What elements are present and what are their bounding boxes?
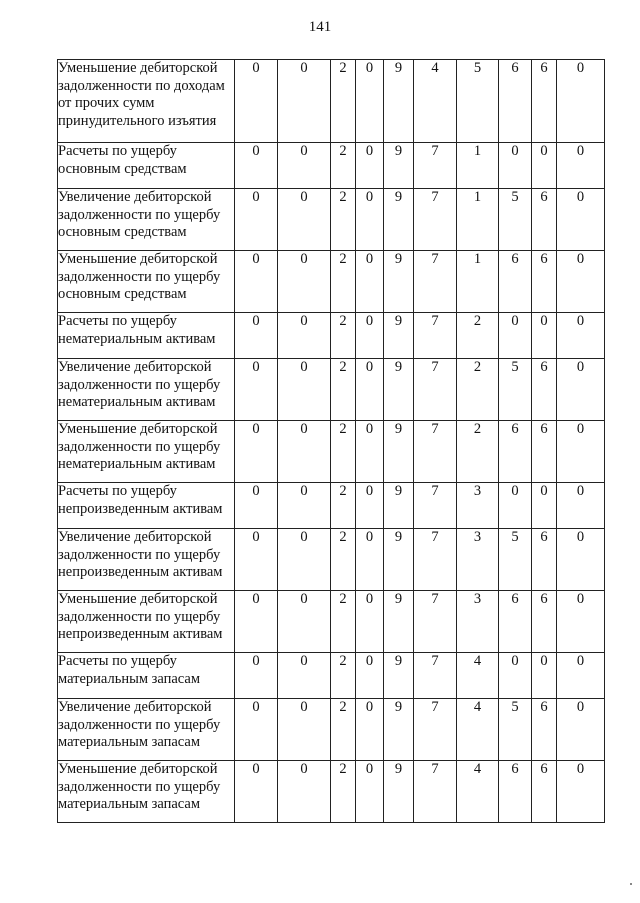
code-digit: 6 bbox=[532, 60, 557, 143]
table-row bbox=[58, 591, 605, 653]
code-digit: 0 bbox=[557, 653, 605, 699]
code-digit: 6 bbox=[532, 699, 557, 761]
code-digit: 0 bbox=[532, 653, 557, 699]
row-label: Уменьшение дебиторской задолженности по ущербу основным средствам bbox=[58, 251, 235, 313]
code-digit: 0 bbox=[235, 359, 278, 421]
row-label: Увеличение дебиторской задолженности по ущербу непроизведенным активам bbox=[58, 529, 235, 591]
code-digit: 0 bbox=[356, 313, 384, 359]
code-digit: 1 bbox=[457, 189, 499, 251]
code-digit: 0 bbox=[356, 591, 384, 653]
code-digit: 0 bbox=[278, 189, 331, 251]
code-digit: 2 bbox=[457, 421, 499, 483]
table-row bbox=[58, 251, 605, 313]
code-digit: 0 bbox=[356, 483, 384, 529]
code-digit: 9 bbox=[384, 483, 414, 529]
code-digit: 0 bbox=[557, 189, 605, 251]
table-body bbox=[58, 60, 605, 823]
code-digit: 9 bbox=[384, 699, 414, 761]
code-digit: 0 bbox=[278, 529, 331, 591]
code-digit: 0 bbox=[499, 653, 532, 699]
code-digit: 6 bbox=[532, 761, 557, 823]
code-digit: 0 bbox=[278, 313, 331, 359]
code-digit: 0 bbox=[356, 699, 384, 761]
code-digit: 3 bbox=[457, 483, 499, 529]
code-digit: 0 bbox=[532, 313, 557, 359]
row-label: Расчеты по ущербу основным средствам bbox=[58, 143, 235, 189]
code-digit: 0 bbox=[557, 143, 605, 189]
code-digit: 0 bbox=[557, 483, 605, 529]
code-digit: 0 bbox=[235, 761, 278, 823]
code-digit: 4 bbox=[457, 699, 499, 761]
code-digit: 0 bbox=[235, 699, 278, 761]
code-digit: 9 bbox=[384, 653, 414, 699]
code-digit: 4 bbox=[414, 60, 457, 143]
code-digit: 0 bbox=[278, 421, 331, 483]
code-digit: 0 bbox=[278, 699, 331, 761]
table-row bbox=[58, 421, 605, 483]
table-row bbox=[58, 313, 605, 359]
code-digit: 7 bbox=[414, 143, 457, 189]
table-row bbox=[58, 483, 605, 529]
code-digit: 9 bbox=[384, 421, 414, 483]
code-digit: 6 bbox=[532, 359, 557, 421]
code-digit: 0 bbox=[278, 653, 331, 699]
code-digit: 7 bbox=[414, 421, 457, 483]
code-digit: 6 bbox=[532, 591, 557, 653]
code-digit: 6 bbox=[499, 421, 532, 483]
code-digit: 0 bbox=[235, 189, 278, 251]
code-digit: 3 bbox=[457, 591, 499, 653]
row-label: Расчеты по ущербу нематериальным активам bbox=[58, 313, 235, 359]
row-label: Увеличение дебиторской задолженности по ущербу основным средствам bbox=[58, 189, 235, 251]
code-digit: 0 bbox=[532, 483, 557, 529]
table-row bbox=[58, 359, 605, 421]
row-label: Уменьшение дебиторской задолженности по доходам от прочих сумм принудительного изъятия bbox=[58, 60, 235, 143]
code-digit: 2 bbox=[331, 699, 356, 761]
code-digit: 7 bbox=[414, 359, 457, 421]
code-digit: 0 bbox=[235, 251, 278, 313]
code-digit: 2 bbox=[331, 60, 356, 143]
code-digit: 7 bbox=[414, 761, 457, 823]
code-digit: 7 bbox=[414, 189, 457, 251]
code-digit: 0 bbox=[356, 529, 384, 591]
code-digit: 0 bbox=[235, 421, 278, 483]
code-digit: 3 bbox=[457, 529, 499, 591]
row-label: Увеличение дебиторской задолженности по ущербу нематериальным активам bbox=[58, 359, 235, 421]
row-label: Уменьшение дебиторской задолженности по ущербу непроизведенным активам bbox=[58, 591, 235, 653]
code-digit: 9 bbox=[384, 60, 414, 143]
code-digit: 2 bbox=[331, 591, 356, 653]
code-digit: 0 bbox=[557, 529, 605, 591]
code-digit: 0 bbox=[557, 699, 605, 761]
code-digit: 9 bbox=[384, 189, 414, 251]
code-digit: 9 bbox=[384, 529, 414, 591]
code-digit: 0 bbox=[235, 313, 278, 359]
code-digit: 0 bbox=[278, 143, 331, 189]
code-digit: 1 bbox=[457, 143, 499, 189]
code-digit: 7 bbox=[414, 529, 457, 591]
code-digit: 0 bbox=[278, 60, 331, 143]
code-digit: 6 bbox=[532, 251, 557, 313]
code-digit: 2 bbox=[331, 483, 356, 529]
table-row bbox=[58, 189, 605, 251]
code-digit: 5 bbox=[499, 699, 532, 761]
page-number: 141 bbox=[308, 19, 332, 35]
code-digit: 6 bbox=[499, 761, 532, 823]
code-digit: 0 bbox=[278, 251, 331, 313]
code-digit: 9 bbox=[384, 761, 414, 823]
code-digit: 0 bbox=[356, 251, 384, 313]
code-digit: 0 bbox=[278, 359, 331, 421]
code-digit: 0 bbox=[356, 359, 384, 421]
row-label: Уменьшение дебиторской задолженности по ущербу нематериальным активам bbox=[58, 421, 235, 483]
code-digit: 6 bbox=[532, 529, 557, 591]
code-digit: 0 bbox=[356, 189, 384, 251]
code-digit: 0 bbox=[356, 653, 384, 699]
code-digit: 5 bbox=[499, 189, 532, 251]
table-row bbox=[58, 143, 605, 189]
code-digit: 9 bbox=[384, 359, 414, 421]
code-digit: 0 bbox=[499, 483, 532, 529]
code-digit: 2 bbox=[331, 251, 356, 313]
code-digit: 7 bbox=[414, 653, 457, 699]
code-digit: 5 bbox=[457, 60, 499, 143]
code-digit: 0 bbox=[235, 483, 278, 529]
table-row bbox=[58, 699, 605, 761]
code-digit: 7 bbox=[414, 591, 457, 653]
code-digit: 0 bbox=[356, 60, 384, 143]
code-digit: 2 bbox=[331, 143, 356, 189]
code-digit: 6 bbox=[499, 60, 532, 143]
code-digit: 0 bbox=[557, 251, 605, 313]
code-digit: 0 bbox=[235, 60, 278, 143]
code-digit: 6 bbox=[499, 251, 532, 313]
code-digit: 2 bbox=[331, 529, 356, 591]
row-label: Увеличение дебиторской задолженности по ущербу материальным запасам bbox=[58, 699, 235, 761]
code-digit: 0 bbox=[235, 529, 278, 591]
code-digit: 0 bbox=[278, 483, 331, 529]
code-digit: 0 bbox=[235, 143, 278, 189]
code-digit: 7 bbox=[414, 699, 457, 761]
code-digit: 2 bbox=[457, 359, 499, 421]
code-digit: 9 bbox=[384, 251, 414, 313]
code-digit: 6 bbox=[499, 591, 532, 653]
code-digit: 0 bbox=[278, 591, 331, 653]
code-digit: 0 bbox=[356, 143, 384, 189]
table-row bbox=[58, 60, 605, 143]
row-label: Расчеты по ущербу непроизведенным активам bbox=[58, 483, 235, 529]
code-digit: 0 bbox=[557, 359, 605, 421]
code-digit: 0 bbox=[235, 653, 278, 699]
code-digit: 2 bbox=[331, 359, 356, 421]
scan-artifact bbox=[630, 883, 632, 885]
code-digit: 2 bbox=[331, 189, 356, 251]
code-digit: 0 bbox=[499, 143, 532, 189]
code-digit: 2 bbox=[331, 421, 356, 483]
code-digit: 2 bbox=[331, 761, 356, 823]
code-digit: 1 bbox=[457, 251, 499, 313]
code-digit: 0 bbox=[235, 591, 278, 653]
code-digit: 0 bbox=[557, 60, 605, 143]
code-digit: 7 bbox=[414, 483, 457, 529]
code-digit: 0 bbox=[278, 761, 331, 823]
table-row bbox=[58, 529, 605, 591]
code-digit: 0 bbox=[557, 313, 605, 359]
code-digit: 0 bbox=[356, 761, 384, 823]
code-digit: 9 bbox=[384, 591, 414, 653]
code-digit: 7 bbox=[414, 251, 457, 313]
code-digit: 4 bbox=[457, 761, 499, 823]
code-digit: 4 bbox=[457, 653, 499, 699]
code-digit: 6 bbox=[532, 421, 557, 483]
code-digit: 7 bbox=[414, 313, 457, 359]
code-digit: 0 bbox=[557, 421, 605, 483]
code-digit: 9 bbox=[384, 143, 414, 189]
code-digit: 9 bbox=[384, 313, 414, 359]
code-digit: 2 bbox=[331, 653, 356, 699]
row-label: Расчеты по ущербу материальным запасам bbox=[58, 653, 235, 699]
code-digit: 0 bbox=[557, 761, 605, 823]
row-label: Уменьшение дебиторской задолженности по ущербу материальным запасам bbox=[58, 761, 235, 823]
account-codes-table bbox=[57, 59, 605, 823]
code-digit: 5 bbox=[499, 529, 532, 591]
code-digit: 0 bbox=[499, 313, 532, 359]
code-digit: 6 bbox=[532, 189, 557, 251]
code-digit: 0 bbox=[557, 591, 605, 653]
code-digit: 2 bbox=[457, 313, 499, 359]
table-row bbox=[58, 653, 605, 699]
code-digit: 5 bbox=[499, 359, 532, 421]
code-digit: 2 bbox=[331, 313, 356, 359]
table-row bbox=[58, 761, 605, 823]
code-digit: 0 bbox=[356, 421, 384, 483]
code-digit: 0 bbox=[532, 143, 557, 189]
